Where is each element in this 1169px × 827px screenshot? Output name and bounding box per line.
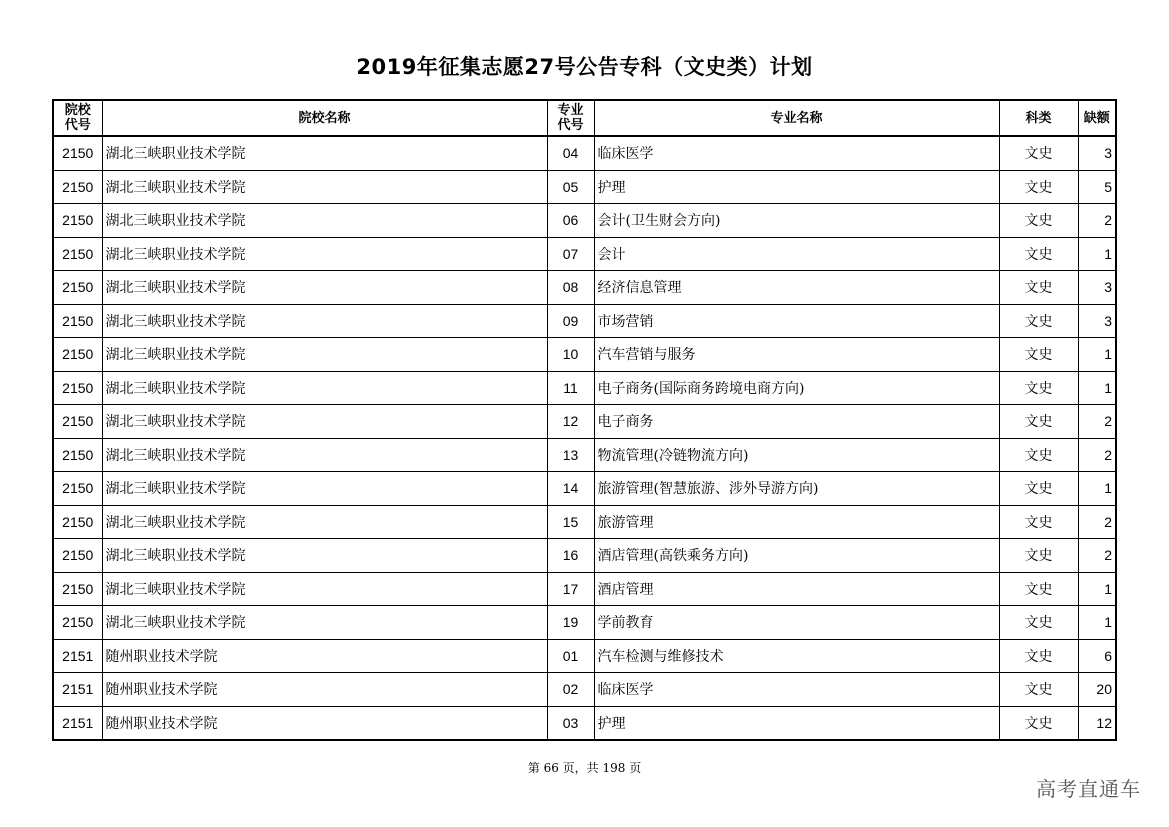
cell-quota: 1 [1078,338,1116,372]
table-row [53,170,1116,204]
cell-major-code: 03 [547,706,594,740]
cell-category: 文史 [999,505,1078,539]
cell-category: 文史 [999,405,1078,439]
cell-quota: 20 [1078,673,1116,707]
cell-major-name: 临床医学 [594,673,999,707]
table-row [53,338,1116,372]
cell-major-code: 10 [547,338,594,372]
cell-quota: 2 [1078,505,1116,539]
cell-major-code: 13 [547,438,594,472]
cell-major-code: 12 [547,405,594,439]
table-header-row [53,100,1116,136]
table-row [53,472,1116,506]
cell-major-code: 14 [547,472,594,506]
cell-school-code: 2150 [53,136,102,170]
cell-quota: 5 [1078,170,1116,204]
header-category: 科类 [999,100,1078,136]
cell-category: 文史 [999,304,1078,338]
cell-school-name: 湖北三峡职业技术学院 [102,136,547,170]
cell-major-name: 物流管理(冷链物流方向) [594,438,999,472]
header-major-code-line2: 代号 [557,118,584,133]
cell-major-code: 19 [547,606,594,640]
table-row [53,606,1116,640]
cell-major-name: 电子商务(国际商务跨境电商方向) [594,371,999,405]
cell-major-code: 08 [547,271,594,305]
cell-major-name: 临床医学 [594,136,999,170]
cell-school-code: 2150 [53,237,102,271]
table-row [53,271,1116,305]
cell-school-code: 2150 [53,204,102,238]
cell-major-name: 护理 [594,170,999,204]
cell-quota: 1 [1078,371,1116,405]
table-row [53,673,1116,707]
table-row [53,639,1116,673]
cell-school-name: 随州职业技术学院 [102,673,547,707]
cell-category: 文史 [999,271,1078,305]
cell-school-name: 湖北三峡职业技术学院 [102,338,547,372]
cell-quota: 1 [1078,237,1116,271]
cell-quota: 6 [1078,639,1116,673]
cell-quota: 3 [1078,271,1116,305]
cell-major-name: 酒店管理 [594,572,999,606]
table-row [53,371,1116,405]
cell-category: 文史 [999,572,1078,606]
watermark: 高考直通车 [1036,777,1141,801]
cell-category: 文史 [999,673,1078,707]
cell-school-name: 湖北三峡职业技术学院 [102,539,547,573]
table-row [53,237,1116,271]
cell-quota: 12 [1078,706,1116,740]
cell-major-name: 酒店管理(高铁乘务方向) [594,539,999,573]
cell-school-code: 2151 [53,639,102,673]
cell-school-name: 随州职业技术学院 [102,706,547,740]
cell-major-name: 市场营销 [594,304,999,338]
cell-quota: 3 [1078,136,1116,170]
cell-school-code: 2150 [53,539,102,573]
header-major-name: 专业名称 [594,100,999,136]
cell-school-name: 湖北三峡职业技术学院 [102,606,547,640]
cell-category: 文史 [999,371,1078,405]
cell-major-name: 学前教育 [594,606,999,640]
cell-major-code: 04 [547,136,594,170]
cell-category: 文史 [999,438,1078,472]
header-school-name: 院校名称 [102,100,547,136]
cell-category: 文史 [999,338,1078,372]
cell-major-name: 经济信息管理 [594,271,999,305]
table-row [53,204,1116,238]
cell-category: 文史 [999,136,1078,170]
cell-major-name: 会计(卫生财会方向) [594,204,999,238]
cell-school-name: 湖北三峡职业技术学院 [102,572,547,606]
cell-major-code: 02 [547,673,594,707]
table-row [53,505,1116,539]
header-school-code [53,100,102,136]
plan-table [52,99,1117,741]
cell-quota: 2 [1078,405,1116,439]
table-row [53,136,1116,170]
cell-school-code: 2150 [53,338,102,372]
cell-major-code: 16 [547,539,594,573]
cell-major-code: 06 [547,204,594,238]
cell-major-name: 旅游管理 [594,505,999,539]
cell-school-code: 2150 [53,572,102,606]
cell-school-name: 湖北三峡职业技术学院 [102,304,547,338]
cell-quota: 2 [1078,539,1116,573]
cell-quota: 1 [1078,572,1116,606]
cell-school-code: 2151 [53,706,102,740]
cell-major-name: 护理 [594,706,999,740]
cell-school-name: 随州职业技术学院 [102,639,547,673]
cell-quota: 2 [1078,438,1116,472]
cell-category: 文史 [999,472,1078,506]
cell-major-name: 会计 [594,237,999,271]
cell-category: 文史 [999,237,1078,271]
cell-category: 文史 [999,539,1078,573]
cell-category: 文史 [999,606,1078,640]
cell-school-name: 湖北三峡职业技术学院 [102,271,547,305]
cell-quota: 3 [1078,304,1116,338]
cell-school-name: 湖北三峡职业技术学院 [102,472,547,506]
cell-school-name: 湖北三峡职业技术学院 [102,438,547,472]
cell-major-name: 电子商务 [594,405,999,439]
cell-major-code: 05 [547,170,594,204]
cell-school-code: 2150 [53,271,102,305]
page-title: 2019年征集志愿27号公告专科（文史类）计划 [356,55,813,79]
cell-school-code: 2151 [53,673,102,707]
table-row [53,572,1116,606]
cell-quota: 1 [1078,606,1116,640]
cell-school-code: 2150 [53,371,102,405]
cell-major-name: 汽车营销与服务 [594,338,999,372]
cell-major-code: 17 [547,572,594,606]
header-major-code-line1: 专业 [557,103,584,118]
cell-major-code: 15 [547,505,594,539]
cell-school-name: 湖北三峡职业技术学院 [102,204,547,238]
cell-school-name: 湖北三峡职业技术学院 [102,405,547,439]
cell-category: 文史 [999,170,1078,204]
cell-school-code: 2150 [53,304,102,338]
header-quota: 缺额 [1078,100,1116,136]
cell-school-code: 2150 [53,505,102,539]
cell-school-code: 2150 [53,405,102,439]
cell-major-code: 07 [547,237,594,271]
table-row [53,438,1116,472]
cell-school-code: 2150 [53,170,102,204]
table-row [53,539,1116,573]
cell-school-name: 湖北三峡职业技术学院 [102,237,547,271]
table-row [53,706,1116,740]
cell-major-code: 01 [547,639,594,673]
cell-category: 文史 [999,706,1078,740]
cell-major-name: 汽车检测与维修技术 [594,639,999,673]
header-school-code-line1: 院校 [64,103,91,118]
cell-school-code: 2150 [53,606,102,640]
cell-school-name: 湖北三峡职业技术学院 [102,371,547,405]
table-row [53,304,1116,338]
cell-major-code: 11 [547,371,594,405]
cell-category: 文史 [999,204,1078,238]
cell-school-code: 2150 [53,472,102,506]
cell-major-code: 09 [547,304,594,338]
cell-school-name: 湖北三峡职业技术学院 [102,505,547,539]
header-school-code-line2: 代号 [64,118,91,133]
cell-school-name: 湖北三峡职业技术学院 [102,170,547,204]
cell-major-name: 旅游管理(智慧旅游、涉外导游方向) [594,472,999,506]
cell-quota: 2 [1078,204,1116,238]
cell-school-code: 2150 [53,438,102,472]
header-major-code [547,100,594,136]
cell-quota: 1 [1078,472,1116,506]
cell-category: 文史 [999,639,1078,673]
page-footer: 第 66 页，共 198 页 [527,761,642,775]
table-row [53,405,1116,439]
